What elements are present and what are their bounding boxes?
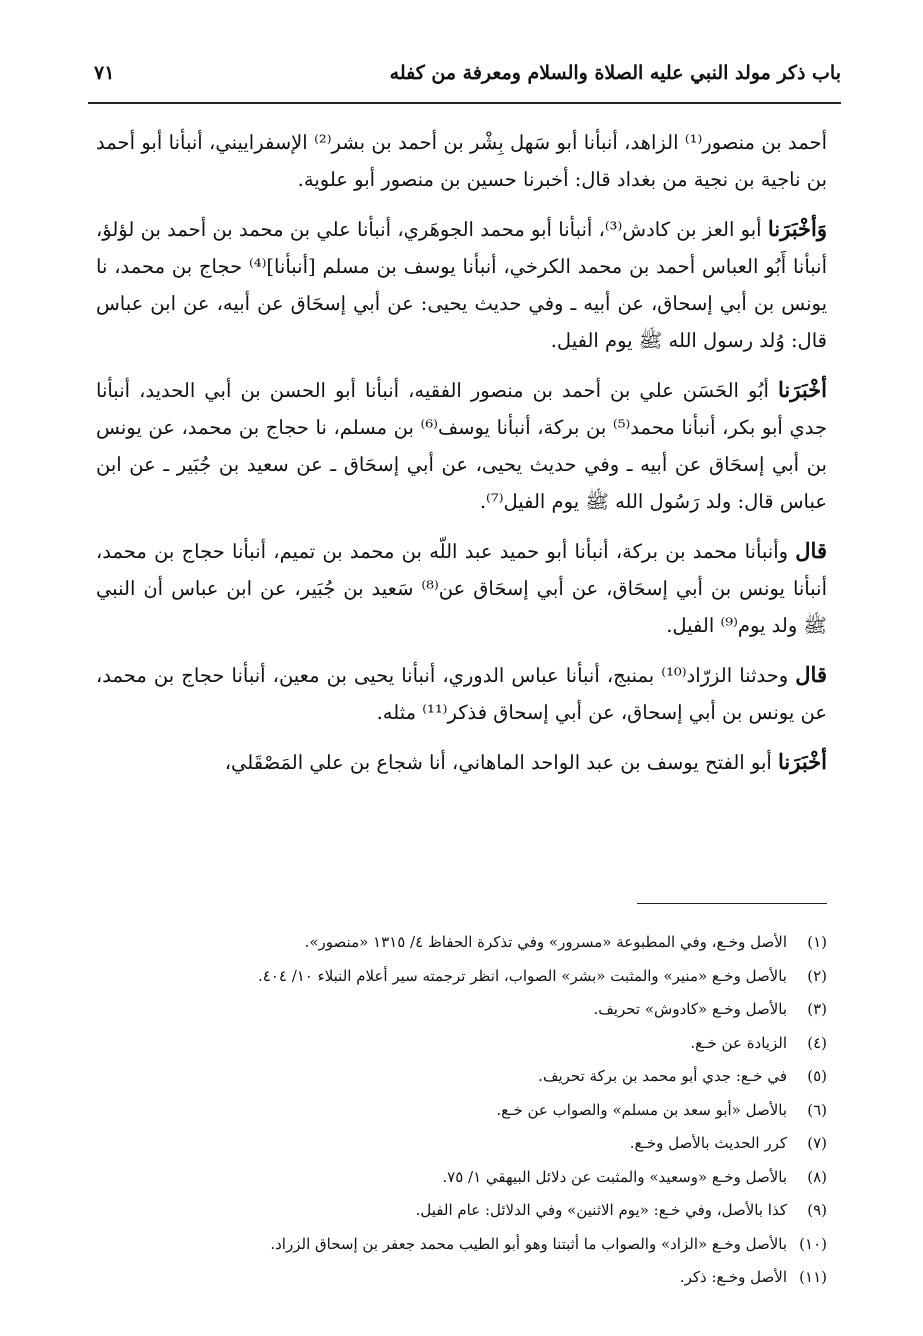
- footnote-number: (٥): [807, 1067, 827, 1085]
- footnote-number: (١٠): [799, 1234, 827, 1253]
- paragraph-text: أبُو الحَسَن علي بن أحمد بن منصور الفقيه، أنبأنا أبو الحسن بن أبي الحديد، أنبأنا جدي أبو بكر، أنبأنا محمد⁽⁵⁾ بن بركة، أنبأنا يوسف⁽⁶⁾ بن مسلم، نا حجاج بن محمد، عن يونس بن أبي إسحَاق عن أبيه ـ وفي حديث يحيى، عن أبي إسحَاق ـ عن سعيد بن جُبَير ـ عن ابن عباس قال: ولد رَسُول الله ﷺ يوم الفيل⁽⁷⁾.: [96, 379, 827, 513]
- footnote: [96, 993, 827, 1027]
- paragraph-lead: وَأخْبَرَنا: [767, 216, 827, 241]
- footnote-text: بالأصل وخـع «كادوش» تحريف.: [593, 1000, 787, 1018]
- paragraph-text: أحمد بن منصور⁽¹⁾ الزاهد، أنبأنا أبو سَهل بِشْر بن أحمد بن بشر⁽²⁾ الإسفراييني، أنبأنا أبو أحمد بن ناجية بن نجية من بغداد قال: أخبرنا حسين بن منصور أبو علوية.: [96, 131, 827, 191]
- paragraph: [96, 371, 827, 520]
- footnote-number: (٨): [807, 1167, 827, 1186]
- footnote-number: (٦): [807, 1100, 827, 1119]
- paragraph-text: أبو العز بن كادش⁽³⁾، أنبأنا أبو محمد الجوهَري، أنبأنا علي بن محمد بن أحمد بن لؤلؤ، أنبأنا أَبُو العباس أحمد بن محمد الكرخي، أنبأنا يوسف بن مسلم [أنبأنا]⁽⁴⁾ حجاج بن محمد، نا يونس بن أبي إسحاق، عن أبيه ـ وفي حديث يحيى: عن أبي إسحَاق عن أبيه، عن ابن عباس قال: وُلد رسول الله ﷺ يوم الفيل.: [96, 218, 827, 352]
- main-text: [96, 124, 827, 793]
- paragraph: [96, 124, 827, 198]
- footnote: [96, 1228, 827, 1262]
- footnote: [96, 1060, 827, 1094]
- footnote: [96, 1161, 827, 1195]
- footnote-number: (٤): [807, 1033, 827, 1052]
- paragraph-lead: أخْبَرَنا: [778, 749, 827, 774]
- footnote-number: (١١): [799, 1268, 827, 1286]
- paragraph: [96, 210, 827, 359]
- page-header: [88, 58, 841, 104]
- running-title: باب ذكر مولد النبي عليه الصلاة والسلام ومعرفة من كفله: [389, 62, 841, 84]
- footnote-number: (٣): [807, 1000, 827, 1018]
- footnote-text: بالأصل وخـع «وسعيد» والمثبت عن دلائل البيهقي ١/ ٧٥.: [442, 1167, 787, 1186]
- footnote-text: الأصل وخـع، وفي المطبوعة «مسرور» وفي تذكرة الحفاظ ٤/ ١٣١٥ «منصور».: [304, 933, 787, 951]
- paragraph: [96, 532, 827, 644]
- footnote-number: (٧): [807, 1134, 827, 1152]
- page-number: ٧١: [94, 62, 115, 84]
- footnote: [96, 1094, 827, 1128]
- footnote-text: كرر الحديث بالأصل وخـع.: [629, 1134, 787, 1152]
- footnote-text: بالأصل وخـع «منير» والمثبت «بشر» الصواب، انظر ترجمته سير أعلام النبلاء ١٠/ ٤٠٤.: [257, 966, 787, 985]
- footnote: [96, 926, 827, 960]
- footnote-text: في خـع: جدي أبو محمد بن بركة تحريف.: [538, 1067, 787, 1085]
- footnote-number: (٢): [807, 966, 827, 985]
- footnote-separator: [637, 903, 827, 904]
- footnote-number: (١): [807, 933, 827, 951]
- footnote: [96, 1261, 827, 1295]
- footnote: [96, 1194, 827, 1228]
- paragraph-lead: أخْبَرَنا: [778, 377, 827, 402]
- footnote: [96, 960, 827, 994]
- paragraph-text: وأنبأنا محمد بن بركة، أنبأنا أبو حميد عبد اللّه بن محمد بن تميم، أنبأنا حجاج بن محمد، أنبأنا يونس بن أبي إسحَاق، عن أبي إسحَاق عن⁽⁸⁾ سَعيد بن جُبَير، عن ابن عباس أن النبي ﷺ ولد يوم⁽⁹⁾ الفيل.: [96, 540, 827, 637]
- footnote-text: كذا بالأصل، وفي خـع: «يوم الاثنين» وفي الدلائل: عام الفيل.: [415, 1201, 787, 1219]
- footnote-text: الأصل وخـع: ذكر.: [679, 1268, 787, 1286]
- paragraph-lead: قال: [795, 662, 827, 687]
- footnote-text: بالأصل «أبو سعد بن مسلم» والصواب عن خـع.: [496, 1100, 787, 1119]
- paragraph-text: أبو الفتح يوسف بن عبد الواحد الماهاني، أنا شجاع بن علي المَصْقَلي،: [224, 751, 779, 774]
- paragraph: [96, 743, 827, 781]
- footnote: [96, 1127, 827, 1161]
- paragraph: [96, 656, 827, 731]
- paragraph-lead: قال: [795, 538, 827, 563]
- footnote-text: بالأصل وخـع «الزاد» والصواب ما أثبتنا وهو أبو الطيب محمد جعفر بن إسحاق الزراد.: [270, 1234, 787, 1253]
- footnote: [96, 1027, 827, 1061]
- footnotes: [96, 926, 827, 1295]
- paragraph-text: وحدثنا الزرّاد⁽¹⁰⁾ بمنبج، أنبأنا عباس الدوري، أنبأنا يحيى بن معين، أنبأنا حجاج بن محمد، عن يونس بن أبي إسحاق، عن أبي إسحاق فذكر⁽¹¹⁾ مثله.: [96, 664, 827, 724]
- footnote-text: الزيادة عن خـع.: [690, 1033, 787, 1052]
- footnote-number: (٩): [807, 1201, 827, 1219]
